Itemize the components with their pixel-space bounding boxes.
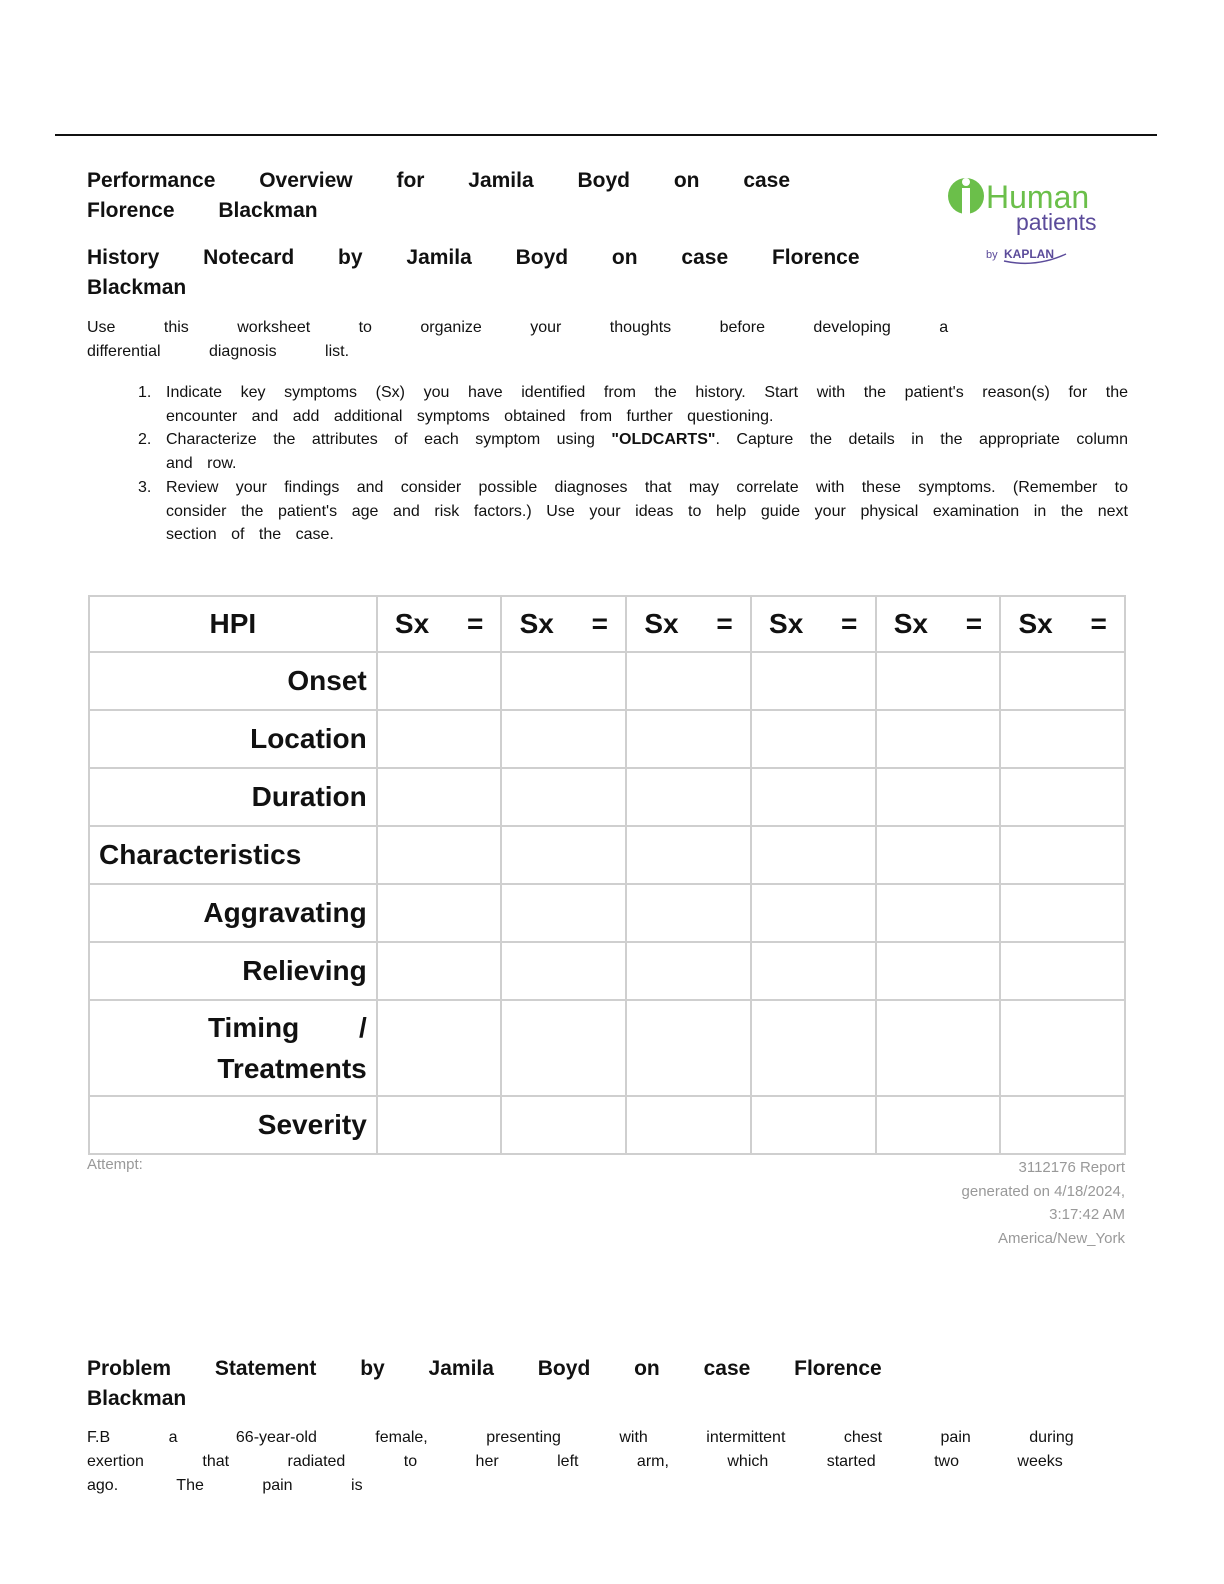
table-cell[interactable] <box>876 768 1001 826</box>
table-row <box>89 768 1125 826</box>
sx-header: Sx = <box>751 596 876 652</box>
logo-sub-text: patients <box>1016 209 1097 235</box>
table-cell[interactable] <box>1000 1096 1125 1154</box>
attempt-label: Attempt: <box>87 1156 143 1173</box>
oldcarts-term: "OLDCARTS" <box>611 431 716 449</box>
notecard-title: History Notecard by Jamila Boyd on case Florence Blackman <box>87 246 860 299</box>
table-cell[interactable] <box>377 1096 502 1154</box>
table-cell[interactable] <box>377 1000 502 1096</box>
list-item: 1. Indicate key symptoms (Sx) you have identified from the history. Start with the patient's reason(s) for the encounter and add additional symptoms obtained from further questioning. <box>138 384 1128 425</box>
table-row <box>89 652 1125 710</box>
sx-header: Sx = <box>876 596 1001 652</box>
table-row <box>89 826 1125 884</box>
table-cell[interactable] <box>876 1000 1001 1096</box>
list-item: 3. Review your findings and consider possible diagnoses that may correlate with these symptoms. (Remember to consider the patient's age and risk factors.) Use your ideas to help guide your physical examination in the next section of the case. <box>138 478 1128 544</box>
list-item: 2. Characterize the attributes of each symptom using "OLDCARTS". Capture the details in the appropriate column and row. <box>138 431 1128 473</box>
table-cell[interactable] <box>626 942 751 1000</box>
table-cell[interactable] <box>1000 884 1125 942</box>
sx-header: Sx = <box>377 596 502 652</box>
top-rule <box>55 134 1157 136</box>
table-cell[interactable] <box>876 1096 1001 1154</box>
table-cell[interactable] <box>751 1000 876 1096</box>
table-cell[interactable] <box>751 884 876 942</box>
table-cell[interactable] <box>626 652 751 710</box>
table-cell[interactable] <box>626 768 751 826</box>
table-cell[interactable] <box>1000 768 1125 826</box>
row-label-characteristics: Characteristics <box>89 826 377 884</box>
problem-statement-text: F.B a 66-year-old female, presenting with intermittent chest pain during exertion that radiated to her left arm, which started two weeks ago. The pain is <box>87 1429 1074 1494</box>
table-cell[interactable] <box>377 710 502 768</box>
table-cell[interactable] <box>1000 1000 1125 1096</box>
row-label-relieving: Relieving <box>89 942 377 1000</box>
table-cell[interactable] <box>626 826 751 884</box>
row-label-timing-treatments: Timing / Treatments <box>89 1000 377 1096</box>
row-label-location: Location <box>89 710 377 768</box>
logo-brand-text: Human <box>986 179 1090 215</box>
table-cell[interactable] <box>876 710 1001 768</box>
table-cell[interactable] <box>377 942 502 1000</box>
sx-header: Sx = <box>501 596 626 652</box>
sx-header: Sx = <box>626 596 751 652</box>
table-row <box>89 1000 1125 1096</box>
table-header-row <box>89 596 1125 652</box>
table-cell[interactable] <box>501 768 626 826</box>
table-cell[interactable] <box>626 710 751 768</box>
row-label-duration: Duration <box>89 768 377 826</box>
hpi-table <box>88 595 1126 1155</box>
table-cell[interactable] <box>751 710 876 768</box>
row-label-onset: Onset <box>89 652 377 710</box>
table-cell[interactable] <box>751 1096 876 1154</box>
intro-text: Use this worksheet to organize your thoughts before developing a differential diagnosis list. <box>87 319 949 360</box>
table-cell[interactable] <box>1000 652 1125 710</box>
table-cell[interactable] <box>377 826 502 884</box>
report-generated-text: 3112176 Report generated on 4/18/2024, 3:17:42 AM America/New_York <box>961 1159 1125 1248</box>
table-cell[interactable] <box>1000 942 1125 1000</box>
table-cell[interactable] <box>876 652 1001 710</box>
table-cell[interactable] <box>626 1096 751 1154</box>
table-cell[interactable] <box>501 826 626 884</box>
sx-header: Sx = <box>1000 596 1125 652</box>
table-cell[interactable] <box>876 826 1001 884</box>
table-cell[interactable] <box>876 884 1001 942</box>
table-cell[interactable] <box>377 652 502 710</box>
page-title: Performance Overview for Jamila Boyd on case Florence Blackman <box>87 169 791 222</box>
row-label-severity: Severity <box>89 1096 377 1154</box>
table-row <box>89 710 1125 768</box>
table-row <box>89 884 1125 942</box>
table-cell[interactable] <box>1000 710 1125 768</box>
problem-statement-title: Problem Statement by Jamila Boyd on case Florence Blackman <box>87 1357 882 1410</box>
logo-company-text: KAPLAN <box>1004 247 1054 261</box>
table-cell[interactable] <box>1000 826 1125 884</box>
table-cell[interactable] <box>501 1000 626 1096</box>
table-cell[interactable] <box>751 942 876 1000</box>
table-cell[interactable] <box>751 652 876 710</box>
logo-by-text: by <box>986 249 998 261</box>
table-cell[interactable] <box>626 884 751 942</box>
table-cell[interactable] <box>626 1000 751 1096</box>
table-cell[interactable] <box>501 710 626 768</box>
table-cell[interactable] <box>876 942 1001 1000</box>
table-cell[interactable] <box>377 884 502 942</box>
table-cell[interactable] <box>377 768 502 826</box>
ihuman-logo <box>946 170 1116 270</box>
table-cell[interactable] <box>501 942 626 1000</box>
table-cell[interactable] <box>501 1096 626 1154</box>
row-label-aggravating: Aggravating <box>89 884 377 942</box>
table-cell[interactable] <box>751 768 876 826</box>
table-cell[interactable] <box>751 826 876 884</box>
table-row <box>89 1096 1125 1154</box>
hpi-header: HPI <box>89 596 377 652</box>
instruction-list <box>138 381 1128 547</box>
table-cell[interactable] <box>501 652 626 710</box>
table-cell[interactable] <box>501 884 626 942</box>
table-row <box>89 942 1125 1000</box>
